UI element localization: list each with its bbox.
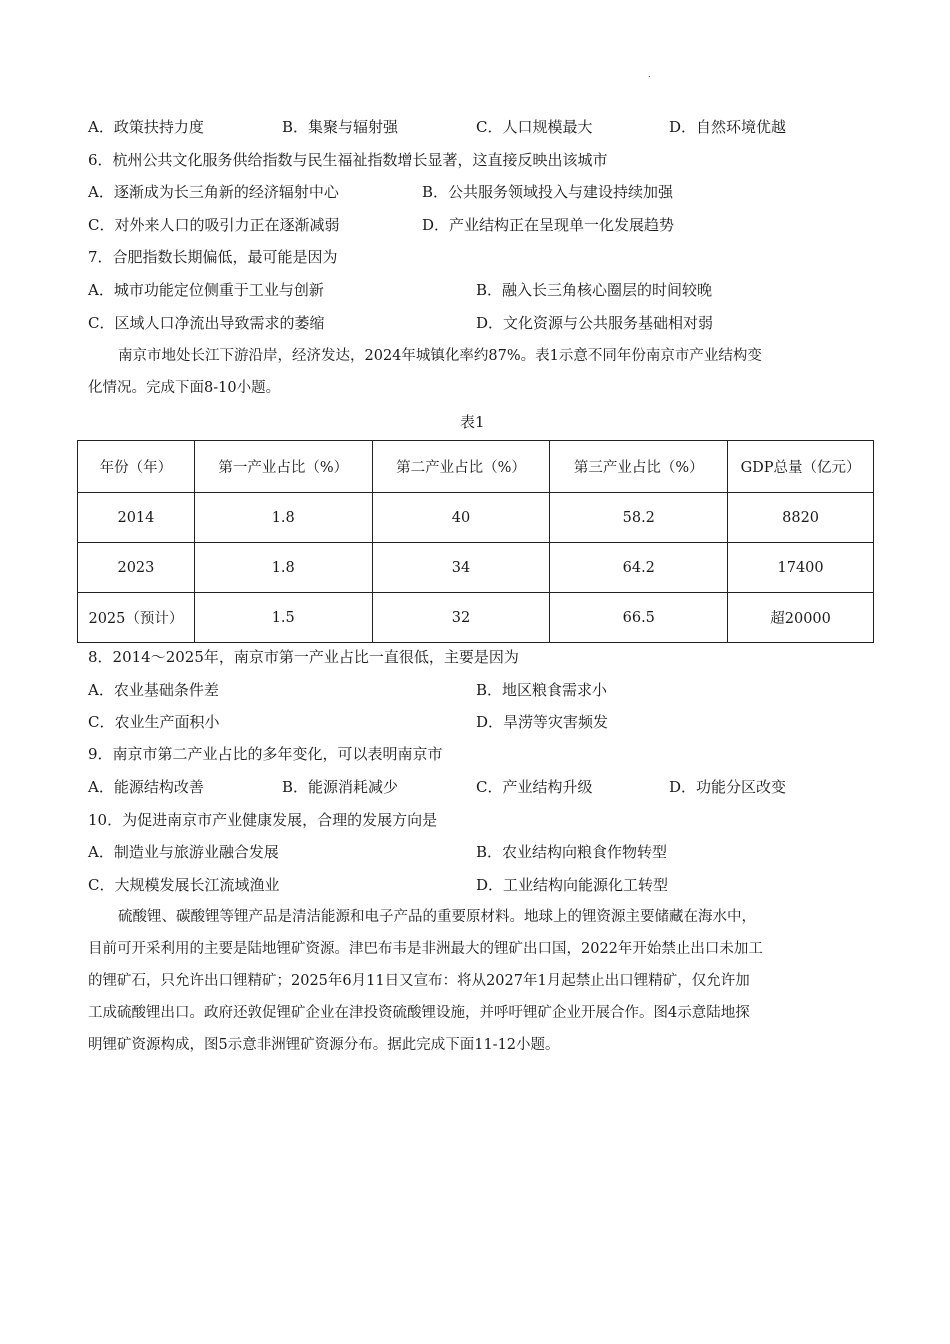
table-cell: 1.8 xyxy=(194,493,372,543)
q6-stem: 6．杭州公共文化服务供给指数与民生福祉指数增长显著，这直接反映出该城市 xyxy=(88,151,608,169)
lithium-intro-line-4: 工成硫酸锂出口。政府还敦促锂矿企业在津投资硫酸锂设施，并呼吁锂矿企业开展合作。图4示意陆地探 xyxy=(88,1005,750,1021)
q8-option-d[interactable]: D．旱涝等灾害频发 xyxy=(476,713,609,731)
table-row xyxy=(78,593,874,643)
q7-stem: 7．合肥指数长期偏低，最可能是因为 xyxy=(88,248,338,266)
q10-option-c[interactable]: C．大规模发展长江流域渔业 xyxy=(88,876,280,894)
table-header-row xyxy=(78,441,874,493)
q8-option-a[interactable]: A．农业基础条件差 xyxy=(88,681,219,699)
nanjing-intro-line-2: 化情况。完成下面8-10小题。 xyxy=(88,380,281,396)
table-header-cell: 第二产业占比（%） xyxy=(372,441,550,493)
table-cell: 17400 xyxy=(728,543,874,593)
q9-option-a[interactable]: A．能源结构改善 xyxy=(88,778,204,796)
q10-stem: 10．为促进南京市产业健康发展，合理的发展方向是 xyxy=(88,811,438,829)
q9-option-c[interactable]: C．产业结构升级 xyxy=(476,778,593,796)
table-cell: 超20000 xyxy=(728,593,874,643)
table-header-cell: GDP总量（亿元） xyxy=(728,441,874,493)
table-header-cell: 第一产业占比（%） xyxy=(194,441,372,493)
table-cell: 32 xyxy=(372,593,550,643)
table-cell: 40 xyxy=(372,493,550,543)
q9-option-d[interactable]: D．功能分区改变 xyxy=(669,778,787,796)
table-header-cell: 年份（年） xyxy=(78,441,195,493)
q5-option-b[interactable]: B．集聚与辐射强 xyxy=(282,118,399,136)
q6-option-b[interactable]: B．公共服务领域投入与建设持续加强 xyxy=(422,183,674,201)
q7-option-c[interactable]: C．区域人口净流出导致需求的萎缩 xyxy=(88,314,325,332)
q8-stem: 8．2014～2025年，南京市第一产业占比一直很低，主要是因为 xyxy=(88,648,519,666)
q5-option-c[interactable]: C．人口规模最大 xyxy=(476,118,593,136)
q8-option-b[interactable]: B．地区粮食需求小 xyxy=(476,681,608,699)
industry-structure-table xyxy=(77,440,874,643)
table-cell: 2014 xyxy=(78,493,195,543)
corner-mark: . xyxy=(648,70,651,79)
q5-option-d[interactable]: D．自然环境优越 xyxy=(669,118,787,136)
nanjing-intro xyxy=(88,340,863,404)
q6-option-d[interactable]: D．产业结构正在呈现单一化发展趋势 xyxy=(422,216,675,234)
lithium-intro-line-2: 目前可开采利用的主要是陆地锂矿资源。津巴布韦是非洲最大的锂矿出口国，2022年开始禁止出口未加工 xyxy=(88,941,763,957)
table-caption: 表1 xyxy=(460,413,485,431)
q6-option-a[interactable]: A．逐渐成为长三角新的经济辐射中心 xyxy=(88,183,339,201)
lithium-intro-line-3: 的锂矿石，只允许出口锂精矿；2025年6月11日又宣布：将从2027年1月起禁止出口锂精矿，仅允许加 xyxy=(88,973,750,989)
table-row xyxy=(78,493,874,543)
q6-option-c[interactable]: C．对外来人口的吸引力正在逐渐减弱 xyxy=(88,216,340,234)
lithium-intro xyxy=(88,901,863,1061)
table-cell: 1.5 xyxy=(194,593,372,643)
table-cell: 1.8 xyxy=(194,543,372,593)
q8-option-c[interactable]: C．农业生产面积小 xyxy=(88,713,220,731)
q10-option-b[interactable]: B．农业结构向粮食作物转型 xyxy=(476,843,668,861)
table-cell: 34 xyxy=(372,543,550,593)
nanjing-intro-line-1: 南京市地处长江下游沿岸，经济发达，2024年城镇化率约87%。表1示意不同年份南京市产业结构变 xyxy=(118,348,762,364)
table-cell: 64.2 xyxy=(550,543,728,593)
q7-option-b[interactable]: B．融入长三角核心圈层的时间较晚 xyxy=(476,281,713,299)
table-row xyxy=(78,543,874,593)
table-cell: 8820 xyxy=(728,493,874,543)
q7-option-a[interactable]: A．城市功能定位侧重于工业与创新 xyxy=(88,281,324,299)
q5-option-a[interactable]: A．政策扶持力度 xyxy=(88,118,204,136)
q10-option-a[interactable]: A．制造业与旅游业融合发展 xyxy=(88,843,279,861)
q7-option-d[interactable]: D．文化资源与公共服务基础相对弱 xyxy=(476,314,714,332)
table-cell: 66.5 xyxy=(550,593,728,643)
table-cell: 58.2 xyxy=(550,493,728,543)
lithium-intro-line-5: 明锂矿资源构成，图5示意非洲锂矿资源分布。据此完成下面11-12小题。 xyxy=(88,1037,560,1053)
q9-option-b[interactable]: B．能源消耗减少 xyxy=(282,778,399,796)
lithium-intro-line-1: 硫酸锂、碳酸锂等锂产品是清洁能源和电子产品的重要原材料。地球上的锂资源主要储藏在海水中， xyxy=(118,909,756,925)
q10-option-d[interactable]: D．工业结构向能源化工转型 xyxy=(476,876,669,894)
q9-stem: 9．南京市第二产业占比的多年变化，可以表明南京市 xyxy=(88,745,443,763)
table-cell: 2025（预计） xyxy=(78,593,195,643)
table-cell: 2023 xyxy=(78,543,195,593)
table-header-cell: 第三产业占比（%） xyxy=(550,441,728,493)
